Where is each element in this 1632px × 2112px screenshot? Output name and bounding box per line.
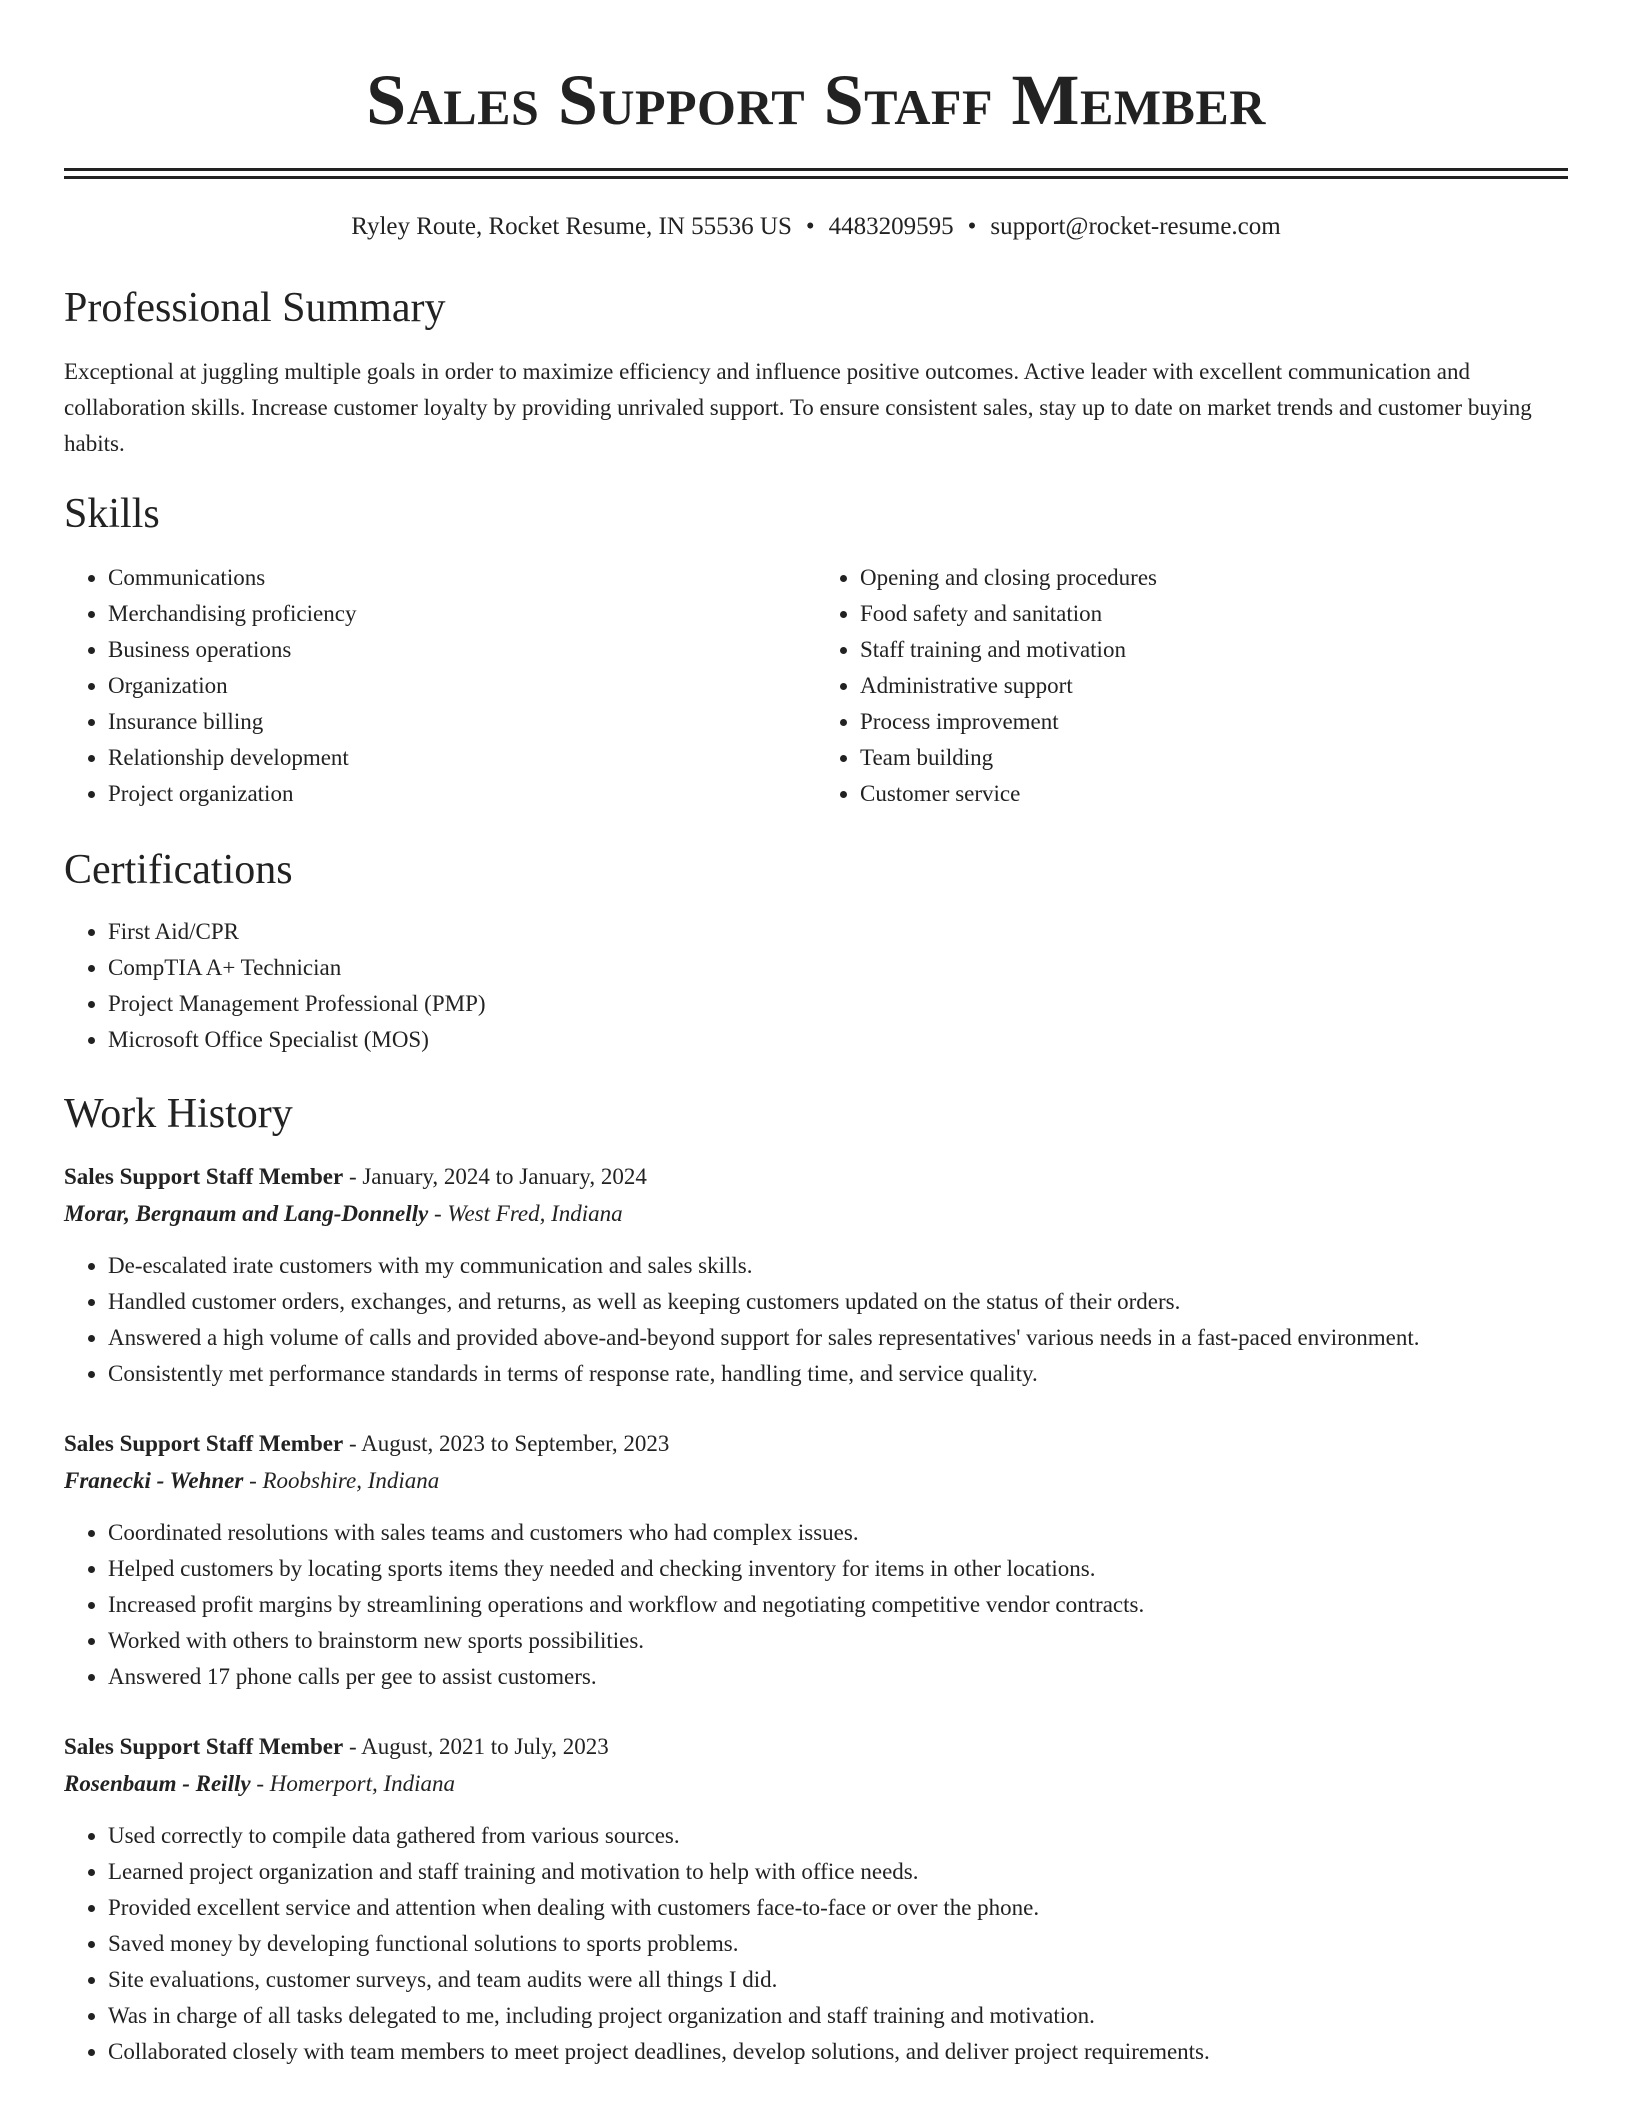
job-location: West Fred, Indiana [447, 1201, 623, 1226]
job-duty: • Collaborated closely with team members to meet project deadlines, develop solutions, and deliver project requirements. [108, 2034, 1568, 2070]
work-history-heading: Work History [64, 1091, 293, 1137]
skill-item: • Relationship development [108, 740, 816, 776]
skill-item: • Team building [860, 740, 1568, 776]
job-location: Roobshire, Indiana [262, 1468, 440, 1493]
job-duty: • De-escalated irate customers with my communication and sales skills. [108, 1248, 1568, 1284]
contact-address: Ryley Route, Rocket Resume, IN 55536 US [351, 213, 792, 240]
skill-item: • Merchandising proficiency [108, 596, 816, 632]
skill-item: • Business operations [108, 632, 816, 668]
job-duty: • Answered a high volume of calls and provided above-and-beyond support for sales representatives' various needs in a fast-paced environment. [108, 1320, 1568, 1356]
certification-item: • CompTIA A+ Technician [108, 950, 1568, 986]
skills-heading: Skills [64, 491, 160, 537]
job-duty: • Coordinated resolutions with sales teams and customers who had complex issues. [108, 1515, 1568, 1551]
job-dates: August, 2023 to September, 2023 [361, 1431, 670, 1456]
skills-list-right [816, 560, 1568, 812]
certification-item: • First Aid/CPR [108, 914, 1568, 950]
job-employer: Morar, Bergnaum and Lang-Donnelly - West Fred, Indiana [64, 1201, 623, 1226]
job-duty: • Provided excellent service and attention when dealing with customers face-to-face or over the phone. [108, 1890, 1568, 1926]
job-location: Homerport, Indiana [269, 1771, 456, 1796]
summary-text: Exceptional at juggling multiple goals in order to maximize efficiency and influence positive outcomes. Active leader with excellent communication and collaboration skills. Increase customer loyalty by providing unrivaled support. To ensure consistent sales, stay up to date on market trends and customer buying habits. [64, 359, 1532, 456]
job-duty: • Learned project organization and staff training and motivation to help with office needs. [108, 1854, 1568, 1890]
skill-item: • Administrative support [860, 668, 1568, 704]
job-duty: • Increased profit margins by streamlining operations and workflow and negotiating competitive vendor contracts. [108, 1587, 1568, 1623]
job-entry [64, 1425, 1568, 1695]
skill-item: • Insurance billing [108, 704, 816, 740]
job-duties-list [64, 1818, 1568, 2070]
contact-separator: • [967, 213, 977, 240]
skill-item: • Food safety and sanitation [860, 596, 1568, 632]
certification-item: • Project Management Professional (PMP) [108, 986, 1568, 1022]
contact-line [64, 212, 1568, 242]
job-role: Sales Support Staff Member [64, 1734, 344, 1759]
skills-list-left [64, 560, 816, 812]
job-duty: • Was in charge of all tasks delegated to me, including project organization and staff training and motivation. [108, 1998, 1568, 2034]
job-company: Franecki - Wehner [64, 1468, 244, 1493]
job-dates: January, 2024 to January, 2024 [362, 1164, 647, 1189]
skills-columns [64, 560, 1568, 812]
job-duty: • Worked with others to brainstorm new sports possibilities. [108, 1623, 1568, 1659]
job-dates: August, 2021 to July, 2023 [361, 1734, 609, 1759]
job-duty: • Consistently met performance standards in terms of response rate, handling time, and service quality. [108, 1356, 1568, 1392]
skill-item: • Process improvement [860, 704, 1568, 740]
certifications-heading: Certifications [64, 847, 293, 893]
job-entry [64, 1158, 1568, 1392]
job-entry [64, 1728, 1568, 2070]
skill-item: • Communications [108, 560, 816, 596]
contact-email: support@rocket-resume.com [990, 213, 1281, 240]
skill-item: • Project organization [108, 776, 816, 812]
job-duty: • Helped customers by locating sports items they needed and checking inventory for items in other locations. [108, 1551, 1568, 1587]
job-employer: Rosenbaum - Reilly - Homerport, Indiana [64, 1771, 456, 1796]
job-duties-list [64, 1248, 1568, 1392]
job-role: Sales Support Staff Member [64, 1164, 344, 1189]
resume-title: Sales Support Staff Member [366, 60, 1266, 140]
job-company: Rosenbaum - Reilly [64, 1771, 251, 1796]
skill-item: • Customer service [860, 776, 1568, 812]
title-divider [64, 168, 1568, 179]
skill-item: • Organization [108, 668, 816, 704]
certifications-list [64, 914, 1568, 1058]
job-company: Morar, Bergnaum and Lang-Donnelly [64, 1201, 429, 1226]
job-duty: • Used correctly to compile data gathered from various sources. [108, 1818, 1568, 1854]
divider-thin-line [64, 176, 1568, 179]
job-duty: • Answered 17 phone calls per gee to assist customers. [108, 1659, 1568, 1695]
job-header: Sales Support Staff Member - August, 2021 to July, 2023 [64, 1734, 609, 1759]
job-role: Sales Support Staff Member [64, 1431, 344, 1456]
job-duty: • Site evaluations, customer surveys, and team audits were all things I did. [108, 1962, 1568, 1998]
summary-heading: Professional Summary [64, 285, 446, 331]
job-duty: • Saved money by developing functional solutions to sports problems. [108, 1926, 1568, 1962]
skill-item: • Opening and closing procedures [860, 560, 1568, 596]
certification-item: • Microsoft Office Specialist (MOS) [108, 1022, 1568, 1058]
contact-phone: 4483209595 [828, 213, 954, 240]
skill-item: • Staff training and motivation [860, 632, 1568, 668]
job-header: Sales Support Staff Member - January, 2024 to January, 2024 [64, 1164, 647, 1189]
job-duty: • Handled customer orders, exchanges, and returns, as well as keeping customers updated on the status of their orders. [108, 1284, 1568, 1320]
job-header: Sales Support Staff Member - August, 2023 to September, 2023 [64, 1431, 670, 1456]
contact-separator: • [805, 213, 815, 240]
job-duties-list [64, 1515, 1568, 1695]
job-employer: Franecki - Wehner - Roobshire, Indiana [64, 1468, 440, 1493]
